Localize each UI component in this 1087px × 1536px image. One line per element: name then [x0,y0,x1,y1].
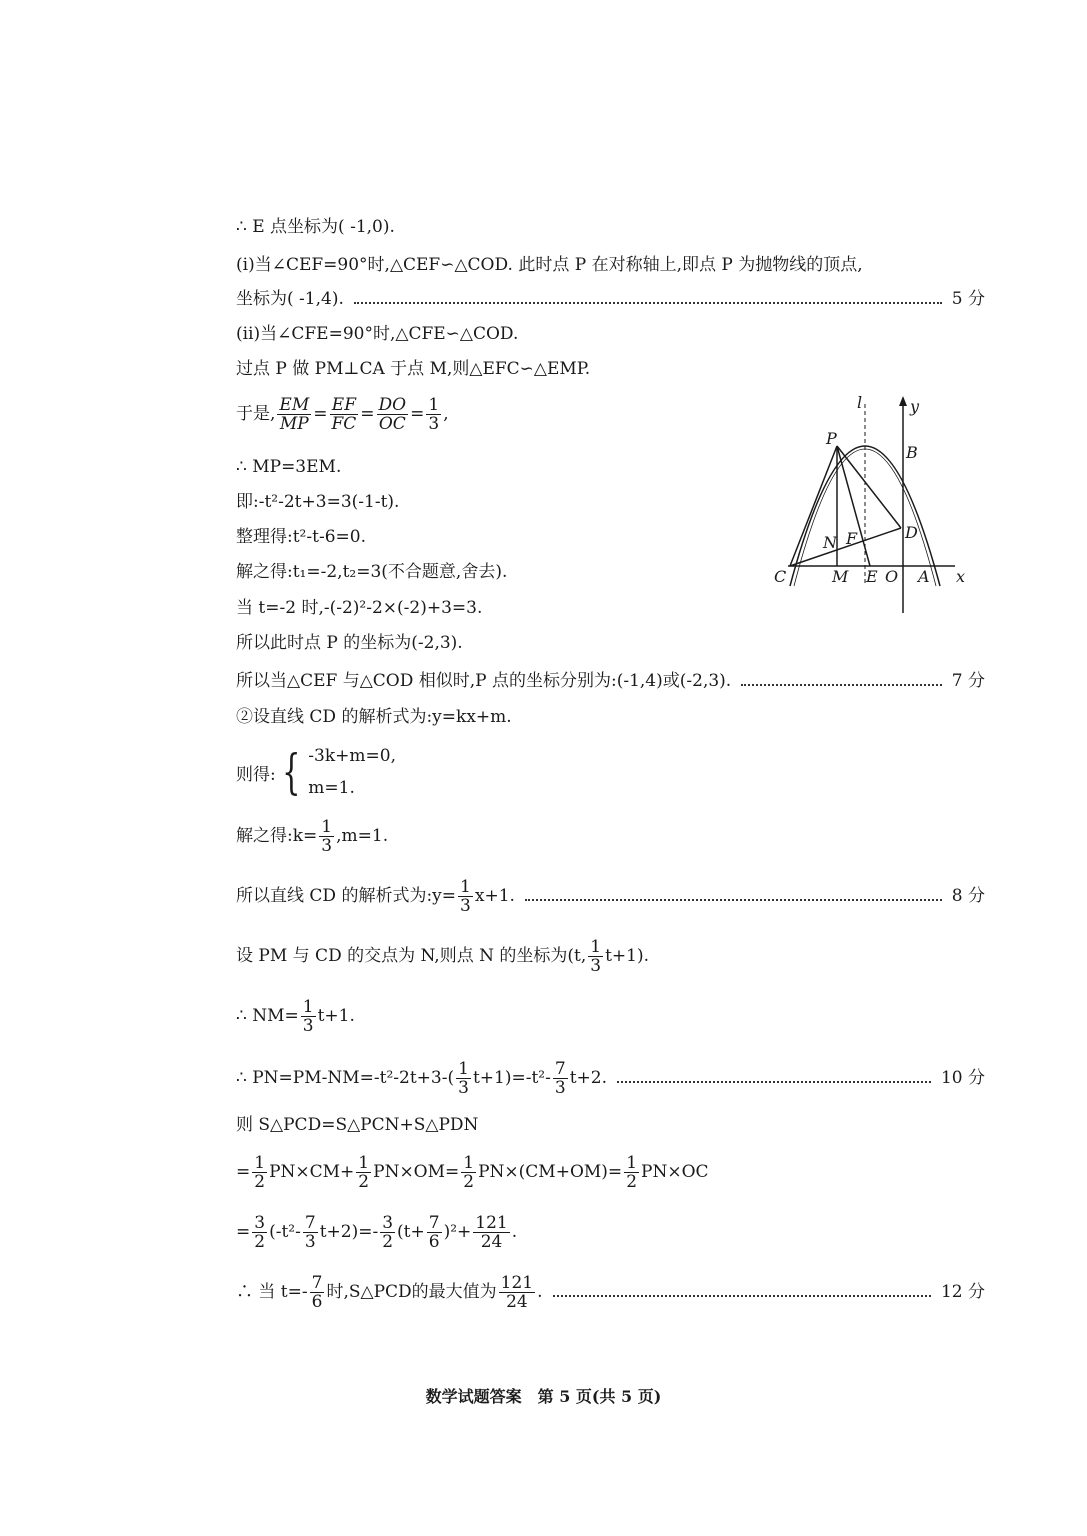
line-case-ii: (ⅱ)当∠CFE=90°时,△CFE∽△COD. [236,324,519,344]
fraction-pn-1: $\frac{1}{3}$ [458,1059,469,1098]
line-area-expand: = $\frac{1}{2}$ PN×CM+ $\frac{1}{2}$ PN×OM= $\frac{1}{2}$ PN×(CM+OM)= $\frac{1}{2}$ PN×OC [236,1153,709,1192]
line-solve: 解之得:t₁=-2,t₂=3(不合题意,舍去). [236,562,508,582]
line-area-sum: 则 S△PCD=S△PCN+S△PDN [236,1115,479,1135]
dotted-leader [525,899,942,901]
fraction-ef-fc: $\frac{EF}{FC}$ [331,395,357,434]
line-simplify: 整理得:t²-t-6=0. [236,527,366,547]
label-n: N [823,533,837,552]
fraction-pn-2: $\frac{7}{3}$ [554,1059,566,1098]
line-p-coordinate: 所以此时点 P 的坐标为(-2,3). [236,633,463,653]
score-10: 10 分 [940,1068,985,1088]
line-cd-expression: 所以直线 CD 的解析式为:y= $\frac{1}{3}$ x+1. 8 分 [236,877,985,916]
y-axis-arrow [899,396,907,406]
line-pn: ∴ PN=PM-NM=-t²-2t+3-( $\frac{1}{3}$ t+1)=-t²- $\frac{7}{3}$ t+2. 10 分 [236,1059,985,1098]
line-case-i: (ⅰ)当∠CEF=90°时,△CEF∽△COD. 此时点 P 在对称轴上,即点 P 为抛物线的顶点, [236,255,863,275]
dotted-leader [354,302,942,304]
fraction-n: $\frac{1}{3}$ [590,937,602,976]
line-system [236,740,396,804]
fraction-121-24: $\frac{121}{24}$ [475,1213,508,1252]
system-prefix: 则得: [236,764,276,785]
score-8: 8 分 [951,886,985,906]
fraction-half-2: $\frac{1}{2}$ [358,1153,370,1192]
fraction-half-1: $\frac{1}{2}$ [254,1153,266,1192]
line-e-coordinate: ∴ E 点坐标为( -1,0). [236,217,395,237]
label-e: E [866,567,878,586]
label-b: B [906,443,918,462]
system-row-2: m=1. [308,778,355,798]
label-o: O [885,567,899,586]
page-footer: 数学试题答案 第 5 页(共 5 页) [425,1387,662,1406]
dotted-leader [553,1295,931,1297]
fraction-half-3: $\frac{1}{2}$ [463,1153,475,1192]
score-5: 5 分 [951,289,985,309]
line-max-area: ∴ 当 t=- $\frac{7}{6}$ 时,S△PCD的最大值为 $\frac{121}{24}$ . 12 分 [236,1273,985,1312]
label-y: y [910,397,920,416]
fraction-em-mp: $\frac{EM}{MP}$ [279,395,310,434]
line-set-cd: ②设直线 CD 的解析式为:y=kx+m. [236,707,512,727]
fraction-nm: $\frac{1}{3}$ [302,997,314,1036]
ratio-prefix: 于是, [236,404,276,424]
line-area-quadratic: = $\frac{3}{2}$ (-t²- $\frac{7}{3}$ t+2)=- $\frac{3}{2}$ (t+ $\frac{7}{6}$ )²+ $\frac{121}{24}$ . [236,1213,518,1252]
label-l: l [857,393,863,412]
label-p: P [826,429,837,448]
parabola-figure [760,388,1000,618]
fraction-7-3: $\frac{7}{3}$ [304,1213,316,1252]
label-d: D [905,523,918,542]
label-a: A [918,567,930,586]
fraction-k: $\frac{1}{3}$ [321,817,333,856]
dotted-leader [741,684,942,686]
dotted-leader [617,1081,931,1083]
fraction-3-2-b: $\frac{3}{2}$ [382,1213,394,1252]
line-n-coordinate: 设 PM 与 CD 的交点为 N,则点 N 的坐标为(t, $\frac{1}{3}$ t+1). [236,937,650,976]
fraction-half-4: $\frac{1}{2}$ [626,1153,638,1192]
fraction-one-third: $\frac{1}{3}$ [428,395,440,434]
line-equation: 即:-t²-2t+3=3(-1-t). [236,492,400,512]
line-similar-conclusion [236,670,985,692]
line-solve-k: 解之得:k= $\frac{1}{3}$ ,m=1. [236,817,389,856]
segment-pd [837,446,901,528]
line-perpendicular: 过点 P 做 PM⊥CA 于点 M,则△EFC∽△EMP. [236,359,591,379]
score-12: 12 分 [940,1282,985,1302]
fraction-t-value: $\frac{7}{6}$ [311,1273,323,1312]
score-7: 7 分 [951,671,985,691]
fraction-max-value: $\frac{121}{24}$ [500,1273,534,1312]
line-case-i-coordinate [236,288,985,310]
line-mp-3em: ∴ MP=3EM. [236,457,342,477]
label-m: M [832,567,849,586]
fraction-7-6: $\frac{7}{6}$ [428,1213,440,1252]
system-row-1: -3k+m=0, [308,746,396,766]
case-i-coordinate-text: 坐标为( -1,4). [236,289,344,309]
label-x: x [956,567,966,586]
line-ratio: 于是, $\frac{EM}{MP}$ = $\frac{EF}{FC}$ = $\frac{DO}{OC}$ = $\frac{1}{3}$ , [236,395,449,434]
fraction-3-2: $\frac{3}{2}$ [254,1213,266,1252]
fraction-cd-slope: $\frac{1}{3}$ [460,877,471,916]
label-f: F [846,529,858,548]
line-nm: ∴ NM= $\frac{1}{3}$ t+1. [236,997,355,1036]
label-c: C [774,567,787,586]
brace-symbol: { [281,744,301,800]
fraction-do-oc: $\frac{DO}{OC}$ [378,395,407,434]
line-substitute: 当 t=-2 时,-(-2)²-2×(-2)+3=3. [236,598,483,618]
similar-conclusion-text: 所以当△CEF 与△COD 相似时,P 点的坐标分别为:(-1,4)或(-2,3). [236,671,732,691]
